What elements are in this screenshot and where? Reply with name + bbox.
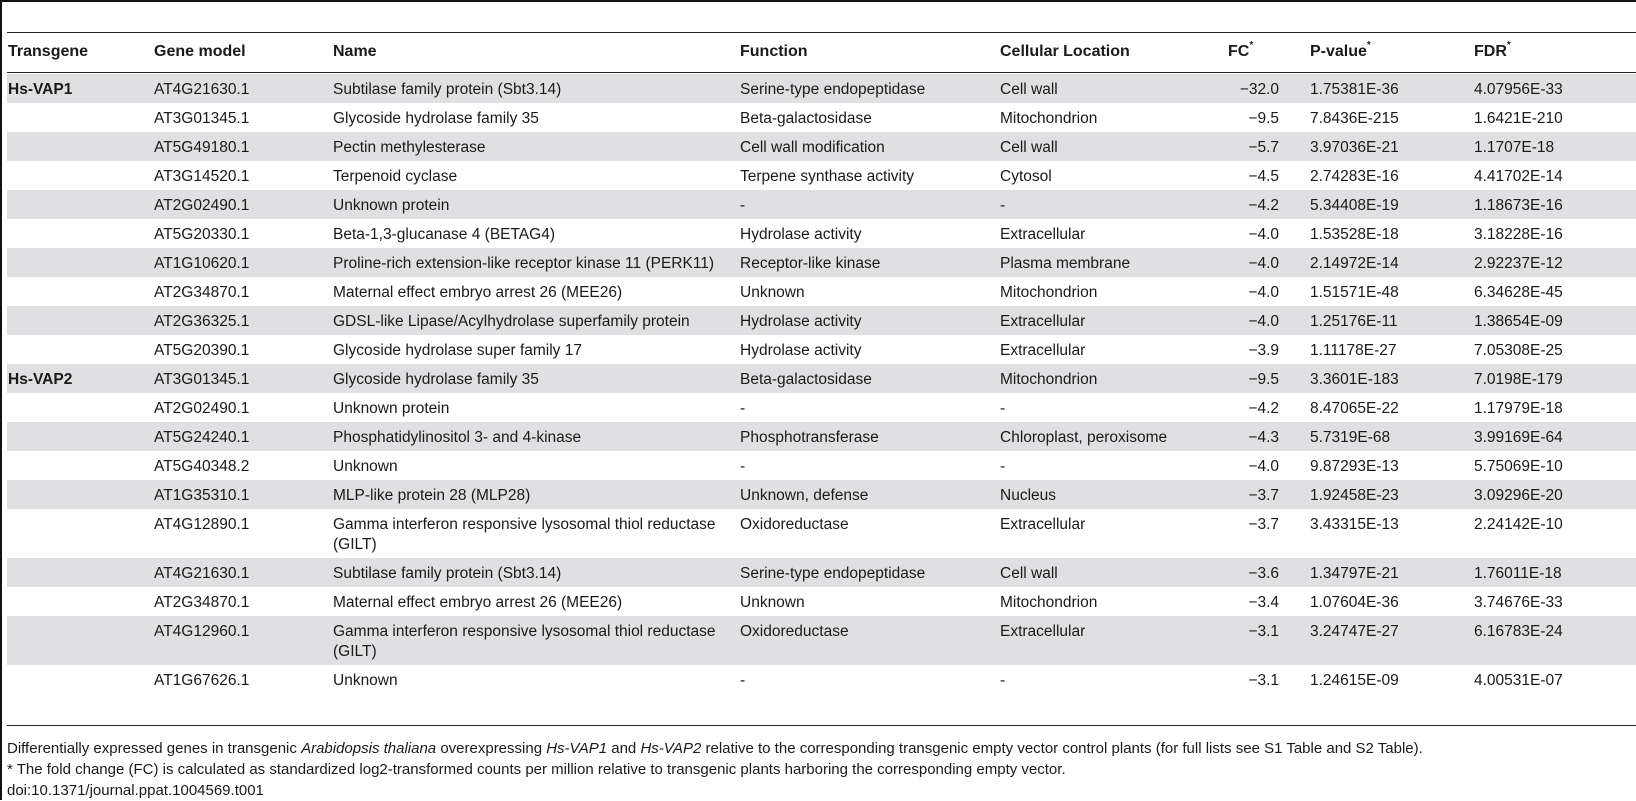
- table-header: [7, 33, 1636, 72]
- table-row: [7, 393, 1636, 422]
- table-row: [7, 103, 1636, 132]
- row-fc: −4.0: [1248, 226, 1279, 243]
- row-fc: −3.1: [1248, 623, 1279, 640]
- row-function: Oxidoreductase: [740, 516, 849, 533]
- fdr-label: FDR: [1474, 43, 1507, 60]
- table-footnote: * The fold change (FC) is calculated as standardized log2-transformed counts per million relative to transgenic plants harboring the corresponding empty vector.: [7, 761, 1066, 778]
- fc-label: FC: [1228, 43, 1250, 60]
- caption-text: Differentially expressed genes in transgenic: [7, 740, 302, 757]
- header-bottom-rule: [7, 72, 1636, 73]
- row-fc: −5.7: [1248, 139, 1279, 156]
- row-name: Phosphatidylinositol 3- and 4-kinase: [333, 429, 582, 446]
- table-row: [7, 422, 1636, 451]
- table-row: [7, 74, 1636, 103]
- row-function: Unknown: [740, 284, 805, 301]
- table-body: [7, 74, 1636, 695]
- row-gene-model: AT2G34870.1: [154, 594, 250, 611]
- row-location: Mitochondrion: [1000, 110, 1098, 127]
- col-header-location: Cellular Location: [1000, 43, 1130, 60]
- row-fc: −4.0: [1248, 255, 1279, 272]
- row-location: Cytosol: [1000, 168, 1052, 185]
- table-bottom-rule: [7, 725, 1636, 726]
- row-fc: −4.0: [1248, 284, 1279, 301]
- row-fc: −9.5: [1248, 371, 1279, 388]
- row-function: Serine-type endopeptidase: [740, 81, 926, 98]
- row-fc: −3.4: [1248, 594, 1279, 611]
- row-function: Receptor-like kinase: [740, 255, 881, 272]
- row-gene-model: AT3G14520.1: [154, 168, 250, 185]
- row-fc: −4.2: [1248, 197, 1279, 214]
- row-location: Cell wall: [1000, 565, 1058, 582]
- table-row: [7, 132, 1636, 161]
- row-pvalue: 1.53528E-18: [1310, 226, 1399, 243]
- row-location: Mitochondrion: [1000, 371, 1098, 388]
- table-row: [7, 665, 1636, 695]
- row-gene-model: AT5G40348.2: [154, 458, 250, 475]
- row-fc: −3.6: [1248, 565, 1279, 582]
- row-gene-model: AT4G21630.1: [154, 81, 250, 98]
- row-name: Maternal effect embryo arrest 26 (MEE26): [333, 284, 623, 301]
- row-fc: −4.2: [1248, 400, 1279, 417]
- row-fdr: 4.00531E-07: [1474, 672, 1563, 689]
- row-location: -: [1000, 458, 1006, 475]
- row-function: Cell wall modification: [740, 139, 885, 156]
- row-gene-model: AT1G67626.1: [154, 672, 250, 689]
- left-border: [0, 0, 2, 800]
- row-fdr: 5.75069E-10: [1474, 458, 1563, 475]
- row-location: Nucleus: [1000, 487, 1056, 504]
- row-name: Unknown protein: [333, 400, 450, 417]
- row-name: MLP-like protein 28 (MLP28): [333, 487, 531, 504]
- row-gene-model: AT3G01345.1: [154, 371, 250, 388]
- fc-footnote-mark: *: [1249, 40, 1254, 51]
- table-row: [7, 587, 1636, 616]
- top-rule: [0, 0, 1636, 2]
- row-function: -: [740, 458, 746, 475]
- table-row: [7, 190, 1636, 219]
- row-fdr: 3.99169E-64: [1474, 429, 1563, 446]
- col-header-gene-model: Gene model: [154, 43, 246, 60]
- row-fc: −9.5: [1248, 110, 1279, 127]
- row-gene-model: AT5G49180.1: [154, 139, 250, 156]
- row-pvalue: 3.43315E-13: [1310, 516, 1399, 533]
- row-fdr: 1.1707E-18: [1474, 139, 1555, 156]
- row-fdr: 7.05308E-25: [1474, 342, 1563, 359]
- fdr-footnote-mark: *: [1506, 40, 1511, 51]
- row-location: -: [1000, 400, 1006, 417]
- row-gene-model: AT4G21630.1: [154, 565, 250, 582]
- row-fc: −3.7: [1248, 487, 1279, 504]
- row-gene-model: AT2G02490.1: [154, 197, 250, 214]
- caption-text: and: [607, 740, 641, 757]
- row-location: -: [1000, 672, 1006, 689]
- row-fdr: 1.76011E-18: [1474, 565, 1562, 582]
- row-function: Serine-type endopeptidase: [740, 565, 926, 582]
- row-pvalue: 1.34797E-21: [1310, 565, 1399, 582]
- row-fdr: 3.18228E-16: [1474, 226, 1563, 243]
- row-gene-model: AT5G24240.1: [154, 429, 250, 446]
- row-fdr: 4.07956E-33: [1474, 81, 1563, 98]
- row-location: Extracellular: [1000, 623, 1086, 640]
- row-fc: −3.7: [1248, 516, 1279, 533]
- row-pvalue: 5.7319E-68: [1310, 429, 1391, 446]
- row-location: Mitochondrion: [1000, 284, 1098, 301]
- row-name: Unknown: [333, 458, 398, 475]
- col-header-transgene: Transgene: [8, 43, 89, 60]
- row-fdr: 2.24142E-10: [1474, 516, 1563, 533]
- pvalue-footnote-mark: *: [1366, 40, 1371, 51]
- table-row: [7, 161, 1636, 190]
- row-name: Glycoside hydrolase super family 17: [333, 342, 582, 359]
- row-pvalue: 1.11178E-27: [1310, 342, 1397, 359]
- row-pvalue: 9.87293E-13: [1310, 458, 1399, 475]
- row-gene-model: AT2G34870.1: [154, 284, 250, 301]
- row-name: Maternal effect embryo arrest 26 (MEE26): [333, 594, 623, 611]
- col-header-fdr: [1474, 40, 1511, 61]
- row-fc: −3.1: [1248, 672, 1279, 689]
- row-name: Unknown protein: [333, 197, 450, 214]
- row-location: Extracellular: [1000, 516, 1086, 533]
- row-pvalue: 1.07604E-36: [1310, 594, 1399, 611]
- pvalue-label: P-value: [1310, 43, 1367, 60]
- table-row: [7, 558, 1636, 587]
- row-fdr: 3.74676E-33: [1474, 594, 1563, 611]
- row-fdr: 6.16783E-24: [1474, 623, 1563, 640]
- row-function: Beta-galactosidase: [740, 371, 872, 388]
- row-pvalue: 3.3601E-183: [1310, 371, 1399, 388]
- row-function: Terpene synthase activity: [740, 168, 915, 185]
- row-location: Cell wall: [1000, 81, 1058, 98]
- row-pvalue: 2.14972E-14: [1310, 255, 1399, 272]
- caption-text: overexpressing: [436, 740, 547, 757]
- table-row: [7, 451, 1636, 480]
- row-pvalue: 1.25176E-11: [1310, 313, 1398, 330]
- table-row: [7, 364, 1636, 393]
- row-pvalue: 1.75381E-36: [1310, 81, 1399, 98]
- row-pvalue: 1.24615E-09: [1310, 672, 1399, 689]
- row-pvalue: 2.74283E-16: [1310, 168, 1399, 185]
- row-location: -: [1000, 197, 1006, 214]
- row-function: Hydrolase activity: [740, 342, 862, 359]
- row-pvalue: 5.34408E-19: [1310, 197, 1399, 214]
- row-name: Glycoside hydrolase family 35: [333, 371, 539, 388]
- table-row: [7, 219, 1636, 248]
- row-pvalue: 3.97036E-21: [1310, 139, 1399, 156]
- caption-vap1: Hs-VAP1: [546, 740, 608, 757]
- row-gene-model: AT2G36325.1: [154, 313, 250, 330]
- row-location: Cell wall: [1000, 139, 1058, 156]
- row-fdr: 7.0198E-179: [1474, 371, 1563, 388]
- row-pvalue: 3.24747E-27: [1310, 623, 1399, 640]
- row-fc: −4.3: [1248, 429, 1279, 446]
- row-gene-model: AT4G12890.1: [154, 516, 250, 533]
- row-name: Subtilase family protein (Sbt3.14): [333, 81, 562, 98]
- row-fc: −4.5: [1248, 168, 1279, 185]
- row-name: Gamma interferon responsive lysosomal thiol reductase (GILT): [333, 623, 716, 660]
- row-function: Phosphotransferase: [740, 429, 879, 446]
- row-fdr: 1.17979E-18: [1474, 400, 1563, 417]
- row-location: Plasma membrane: [1000, 255, 1131, 272]
- row-function: -: [740, 672, 746, 689]
- row-fdr: 1.6421E-210: [1474, 110, 1563, 127]
- row-fdr: 2.92237E-12: [1474, 255, 1563, 272]
- row-gene-model: AT5G20390.1: [154, 342, 250, 359]
- row-transgene: Hs-VAP1: [8, 81, 73, 98]
- table-row: [7, 616, 1636, 665]
- row-pvalue: 1.92458E-23: [1310, 487, 1399, 504]
- row-name: Subtilase family protein (Sbt3.14): [333, 565, 562, 582]
- row-function: Hydrolase activity: [740, 226, 862, 243]
- doi-text: doi:10.1371/journal.ppat.1004569.t001: [7, 782, 264, 799]
- row-gene-model: AT3G01345.1: [154, 110, 250, 127]
- row-fc: −4.0: [1248, 313, 1279, 330]
- table-footer: [7, 738, 1627, 801]
- row-name: Pectin methylesterase: [333, 139, 486, 156]
- row-function: Unknown, defense: [740, 487, 869, 504]
- row-fc: −4.0: [1248, 458, 1279, 475]
- row-function: Unknown: [740, 594, 805, 611]
- row-function: Oxidoreductase: [740, 623, 849, 640]
- table-row: [7, 335, 1636, 364]
- col-header-pvalue: [1310, 40, 1371, 61]
- row-pvalue: 1.51571E-48: [1310, 284, 1399, 301]
- caption-species: Arabidopsis thaliana: [301, 740, 437, 757]
- row-name: Glycoside hydrolase family 35: [333, 110, 539, 127]
- row-fdr: 4.41702E-14: [1474, 168, 1563, 185]
- row-gene-model: AT2G02490.1: [154, 400, 250, 417]
- row-gene-model: AT1G35310.1: [154, 487, 250, 504]
- table-caption: [7, 738, 1627, 759]
- row-fc: −32.0: [1239, 81, 1279, 98]
- row-location: Chloroplast, peroxisome: [1000, 429, 1168, 446]
- row-location: Mitochondrion: [1000, 594, 1098, 611]
- row-name: Gamma interferon responsive lysosomal thiol reductase (GILT): [333, 516, 716, 553]
- col-header-name: Name: [333, 43, 377, 60]
- row-fdr: 6.34628E-45: [1474, 284, 1563, 301]
- row-gene-model: AT5G20330.1: [154, 226, 250, 243]
- row-location: Extracellular: [1000, 313, 1086, 330]
- col-header-function: Function: [740, 43, 808, 60]
- row-location: Extracellular: [1000, 226, 1086, 243]
- row-name: Terpenoid cyclase: [333, 168, 458, 185]
- row-pvalue: 8.47065E-22: [1310, 400, 1399, 417]
- col-header-fc: [1228, 40, 1254, 61]
- row-name: GDSL-like Lipase/Acylhydrolase superfamily protein: [333, 313, 690, 330]
- row-gene-model: AT4G12960.1: [154, 623, 250, 640]
- row-fdr: 3.09296E-20: [1474, 487, 1563, 504]
- row-transgene: Hs-VAP2: [8, 371, 73, 388]
- row-fdr: 1.18673E-16: [1474, 197, 1563, 214]
- row-fdr: 1.38654E-09: [1474, 313, 1563, 330]
- row-pvalue: 7.8436E-215: [1310, 110, 1399, 127]
- caption-text: relative to the corresponding transgenic empty vector control plants (for full lists see S1 Table and S2 Table).: [701, 740, 1423, 757]
- row-fc: −3.9: [1248, 342, 1279, 359]
- row-function: Hydrolase activity: [740, 313, 862, 330]
- table-row: [7, 277, 1636, 306]
- table-row: [7, 248, 1636, 277]
- caption-vap2: Hs-VAP2: [640, 740, 702, 757]
- row-name: Beta-1,3-glucanase 4 (BETAG4): [333, 226, 555, 243]
- table-row: [7, 480, 1636, 509]
- row-location: Extracellular: [1000, 342, 1086, 359]
- table-row: [7, 306, 1636, 335]
- row-function: -: [740, 400, 746, 417]
- row-function: -: [740, 197, 746, 214]
- row-gene-model: AT1G10620.1: [154, 255, 250, 272]
- row-name: Unknown: [333, 672, 398, 689]
- table-row: [7, 509, 1636, 558]
- row-function: Beta-galactosidase: [740, 110, 872, 127]
- row-name: Proline-rich extension-like receptor kinase 11 (PERK11): [333, 255, 715, 272]
